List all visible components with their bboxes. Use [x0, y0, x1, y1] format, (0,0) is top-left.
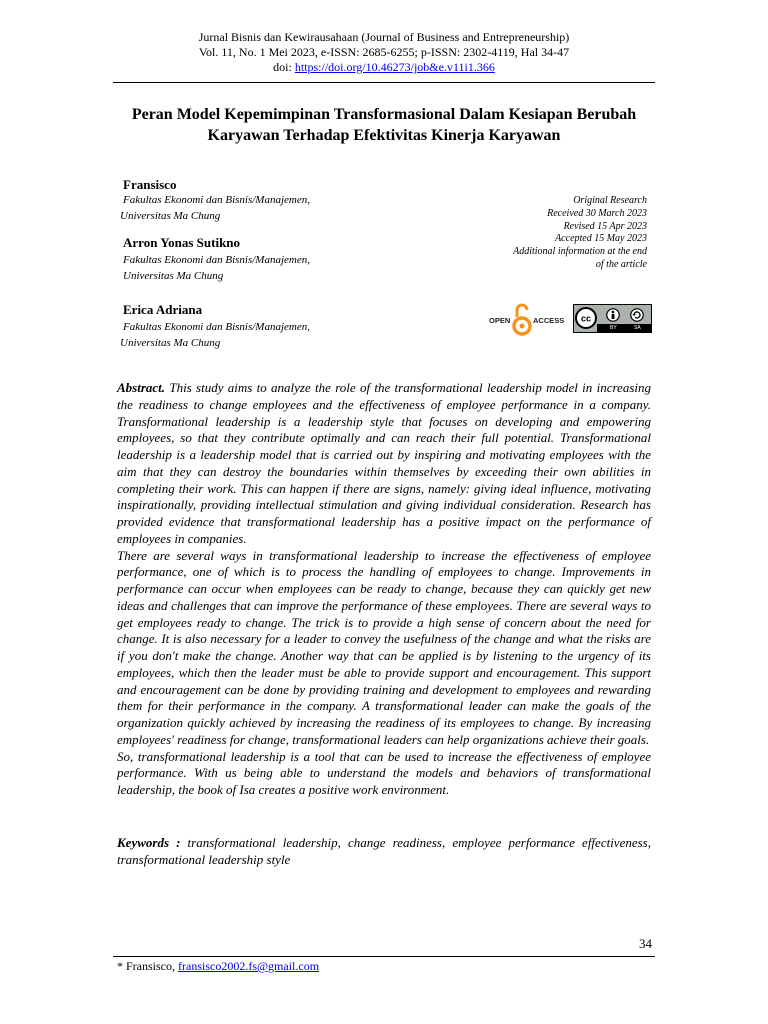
affiliation-faculty: Fakultas Ekonomi dan Bisnis/Manajemen,: [123, 194, 310, 206]
svg-text:cc: cc: [580, 313, 592, 324]
abstract-label: Abstract.: [117, 380, 166, 395]
title-line-1: Peran Model Kepemimpinan Transformasional Dalam Kesiapan Berubah: [131, 106, 637, 123]
share-alike-icon: [630, 308, 644, 322]
paper-title: [100, 104, 668, 146]
attribution-icon: [606, 308, 620, 322]
journal-header: [0, 30, 768, 75]
journal-name: Jurnal Bisnis dan Kewirausahaan (Journal of Business and Entrepreneurship): [198, 30, 570, 44]
affiliation-university: Universitas Ma Chung: [123, 270, 224, 282]
affiliation-faculty: Fakultas Ekonomi dan Bisnis/Manajemen,: [123, 321, 310, 333]
journal-doi: [0, 60, 768, 75]
keywords-label: Keywords :: [117, 835, 181, 850]
keywords: [117, 834, 651, 868]
page-number: 34: [639, 936, 652, 951]
abstract-text-1: This study aims to analyze the role of the transformational leadership model in increasing the readiness to change employees and the effectiveness of employee performance in a company. Transformational leadership is a leadership style that focuses on developing and empowering employees, so that they contribute optimally and can reach their full potential. Transformational leadership is a leadership model that is carried out by inspiring and motivating employees with the aim that they can destroy the boundaries within themselves by exceeding their own abilities in completing their work. This can happen if there are signs, namely: giving ideal influence, motivating inspirationally, providing intellectual stimulation and giving individual consideration. Research has provided evidence that transformational leadership has a positive impact on the performance of employees in companies.: [117, 380, 651, 546]
keywords-text: transformational leadership, change readiness, employee performance effectiveness, transformational leadership style: [117, 835, 651, 867]
abstract: [117, 380, 651, 799]
footnote-author: * Fransisco,: [117, 959, 178, 973]
author-name: Fransisco: [123, 177, 177, 192]
abstract-paragraph-1: [117, 380, 651, 548]
abstract-paragraph-2: There are several ways in transformational leadership to increase the effectiveness of employee performance, one of which is to process the handling of employees to change. Improvements in performance can occur when employees can be ready to change, because they can quickly get new ideas and challenges that can improve the performance of these employees. There are several ways to get employees ready to change. The trick is to provide a high sense of concern about the need for change. It is also necessary for a leader to convey the usefulness of the change and what the risks are if you don't make the change. Another way that can be applied is by listening to the urgency of its employees, which then the leader must be able to provide support and encouragement. This support and encouragement can be done by providing training and development to employees and rewarding them for their performance in the company. A transformational leader can make the goals of the organization quickly achieved by increasing the readiness of its employees to change. By increasing employees' readiness for change, transformational leaders can help organizations achieve their goals.: [117, 547, 651, 747]
affiliation-university: Universitas Ma Chung: [120, 210, 221, 222]
doi-label: doi:: [273, 60, 295, 74]
header-divider: [113, 82, 655, 83]
affiliation-faculty: Fakultas Ekonomi dan Bisnis/Manajemen,: [123, 254, 310, 266]
author-affiliation: [120, 319, 343, 351]
author-affiliation: [120, 192, 343, 224]
cc-by-label: BY: [610, 325, 617, 331]
additional-info-line-1: Additional information at the end: [513, 246, 647, 258]
open-access-right-label: ACCESS: [533, 316, 565, 325]
author-name: Arron Yonas Sutikno: [123, 235, 241, 250]
revised-date: Revised 15 Apr 2023: [563, 220, 647, 232]
abstract-paragraph-3: So, transformational leadership is a tool that can be used to increase the effectiveness of employee performance. With us being able to understand the models and behaviors of transformational leadership, the book of Isa creates a positive work environment.: [117, 748, 651, 797]
author-affiliation: [123, 252, 343, 284]
license-label-strip: [597, 324, 651, 332]
open-access-badge: [489, 302, 569, 338]
open-access-left-label: OPEN: [489, 316, 511, 325]
author-name: Erica Adriana: [123, 302, 203, 317]
cc-by-sa-license-badge[interactable]: [573, 304, 652, 333]
cc-sa-label: SA: [634, 325, 641, 331]
received-date: Received 30 March 2023: [547, 207, 647, 219]
cc-icon: [575, 307, 597, 329]
accepted-date: Accepted 15 May 2023: [555, 233, 647, 245]
doi-link[interactable]: https://doi.org/10.46273/job&e.v11i1.366: [294, 60, 495, 74]
article-type: Original Research: [573, 195, 647, 206]
journal-volume: Vol. 11, No. 1 Mei 2023, e-ISSN: 2685-6255; p-ISSN: 2302-4119, Hal 34-47: [198, 45, 570, 59]
author-email-link[interactable]: fransisco2002.fs@gmail.com: [178, 959, 320, 973]
title-line-2: Karyawan Terhadap Efektivitas Kinerja Karyawan: [207, 127, 561, 144]
article-info: [477, 195, 647, 272]
corresponding-author-footnote: [117, 959, 319, 974]
open-access-lock-icon: [512, 302, 532, 338]
footnote-divider: [113, 956, 655, 957]
additional-info-line-2: of the article: [595, 258, 647, 270]
affiliation-university: Universitas Ma Chung: [120, 337, 221, 349]
